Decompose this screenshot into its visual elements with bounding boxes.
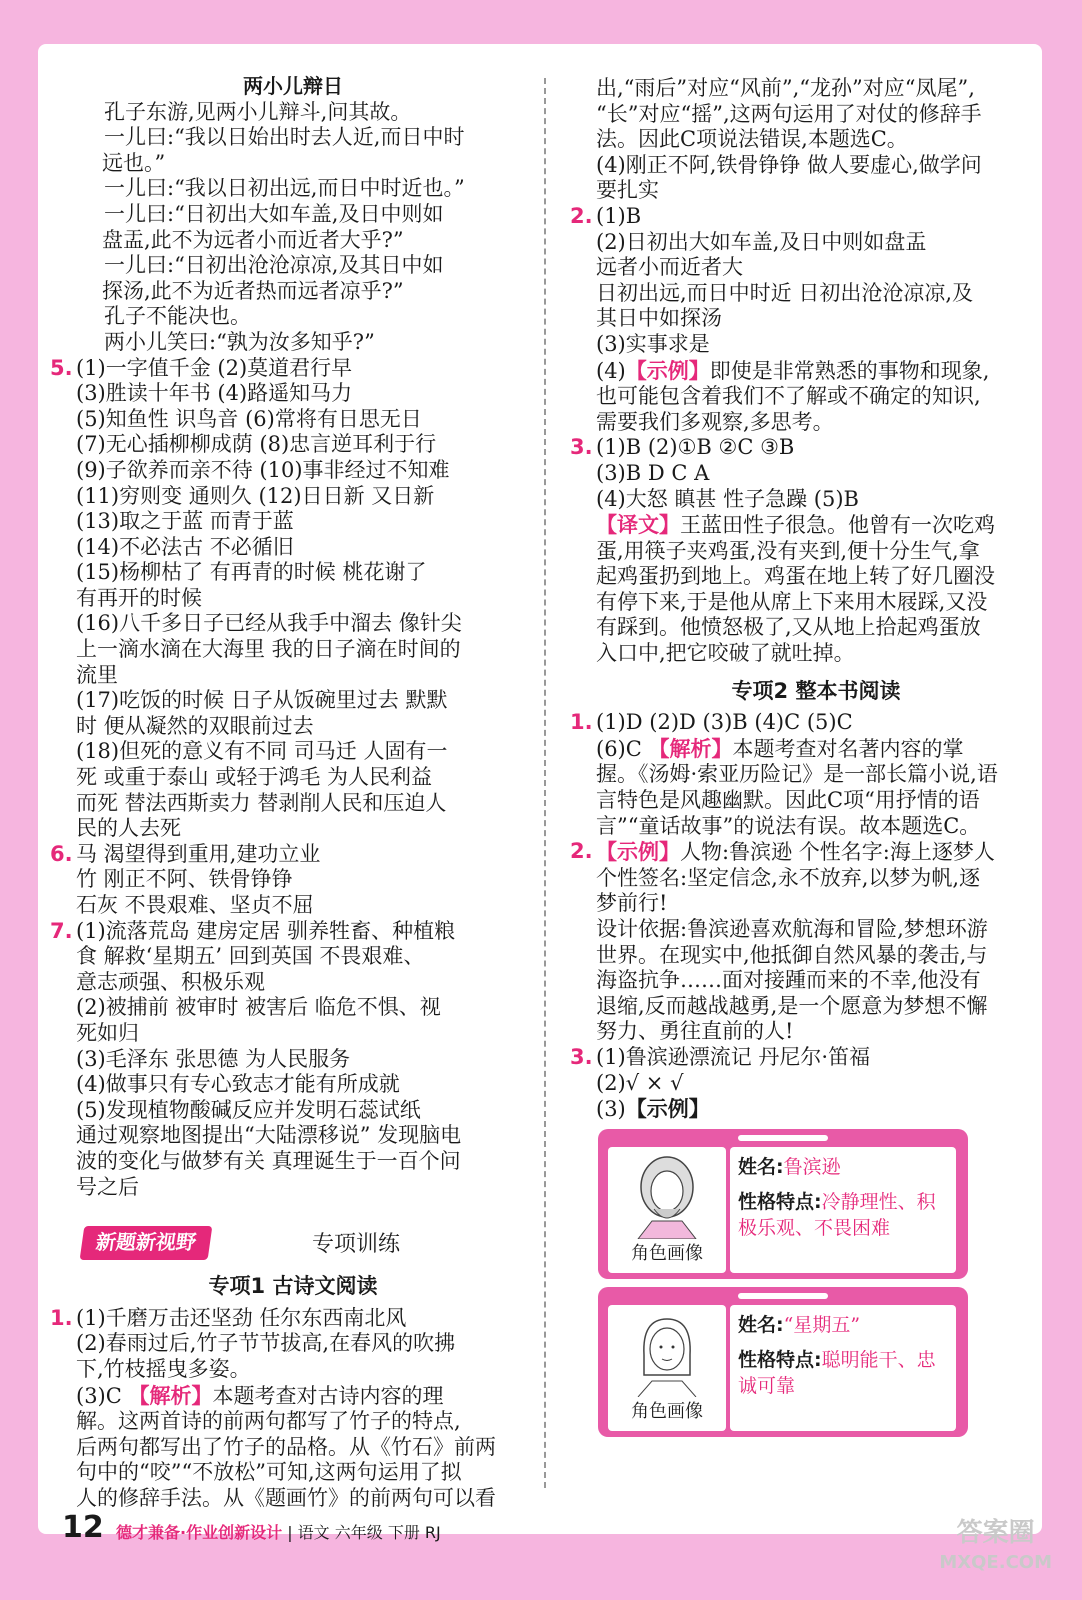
- answer-line: 海盗抗争……面对接踵而来的不幸,他没有: [596, 968, 981, 993]
- answer-line: (2)春雨过后,竹子节节拔高,在春风的吹拂: [76, 1331, 456, 1356]
- translation-line: 起鸡蛋扔到地上。鸡蛋在地上转了好几圈没: [596, 564, 995, 589]
- poem-line: 盘盂,此不为远者小而近者大乎?”: [102, 227, 404, 252]
- answer-line: [596, 512, 1036, 539]
- character-card-robinson: [598, 1129, 968, 1279]
- question-number: 6.: [50, 841, 73, 866]
- section2-title: 专项2 整本书阅读: [731, 678, 901, 703]
- answer-line: (1)流落荒岛 建房定居 驯养牲畜、种植粮: [76, 918, 456, 943]
- poem-line: 两小儿笑曰:“孰为汝多知乎?”: [104, 329, 375, 354]
- translation-line: 有停下来,于是他从席上下来用木屐踩,又没: [596, 589, 988, 614]
- watermark-logo: 答案圈: [956, 1518, 1035, 1548]
- card-tab: [738, 1293, 828, 1299]
- card-tab: [738, 1135, 828, 1141]
- answer-line: 退缩,反而越战越勇,是一个愿意为梦想不懈: [596, 993, 988, 1018]
- portrait-caption: 角色画像: [631, 1243, 703, 1265]
- answer-line: (17)吃饭的时候 日子从饭碗里过去 默默: [76, 688, 448, 713]
- answer-line: 上一滴水滴在大海里 我的日子滴在时间的: [76, 637, 461, 662]
- translation-tag: 【译文】: [596, 512, 680, 538]
- poem-line: 孔子东游,见两小儿辩斗,问其故。: [104, 99, 412, 124]
- answer-line: (2)日初出大如车盖,及日中则如盘盂: [596, 229, 927, 254]
- portrait-caption: 角色画像: [631, 1401, 703, 1423]
- answer-line: (5)知鱼性 识鸟音 (6)常将有日思无日: [76, 406, 422, 431]
- trait-value: 冷静理性、积极乐观、不畏困难: [738, 1191, 936, 1239]
- character-card-friday: [598, 1287, 968, 1437]
- answer-line: 死如归: [76, 1020, 139, 1045]
- answer-text: 人物:鲁滨逊 个性名字:海上逐梦人: [680, 840, 995, 865]
- answer-line: 意志顽强、积极乐观: [76, 969, 265, 994]
- answer-s2q3: [570, 1044, 1036, 1123]
- analysis-line: 言”“童话故事”的说法有误。故本题选C。: [596, 813, 981, 838]
- answer-q7: [36, 919, 524, 1201]
- answer-line: (1)鲁滨逊漂流记 丹尼尔·笛福: [596, 1044, 871, 1069]
- answer-s2q1: [570, 710, 1036, 839]
- new-topic-badge: 新题新视野: [80, 1226, 213, 1260]
- answer-line: (11)穷则变 通则久 (12)日日新 又日新: [76, 483, 435, 508]
- translation-line: 入口中,把它咬破了就吐掉。: [596, 641, 855, 666]
- name-label: 姓名:: [738, 1155, 784, 1178]
- answer-line: 其日中如探汤: [596, 306, 722, 331]
- translation-line: 有踩到。他愤怒极了,又从地上拾起鸡蛋放: [596, 615, 981, 640]
- answer-line: [596, 358, 1036, 385]
- example-tag: 【示例】: [625, 357, 710, 383]
- answer-line: (18)但死的意义有不同 司马迁 人固有一: [76, 739, 448, 764]
- translation-text: 王蓝田性子很急。他曾有一次吃鸡: [680, 513, 995, 538]
- answer-line: (2)√ × √: [596, 1070, 684, 1095]
- answer-line: (3)实事求是: [596, 331, 710, 356]
- answer-line: (7)无心插柳柳成荫 (8)忠言逆耳利于行: [76, 432, 437, 457]
- poem-line: 探汤,此不为近者热而远者凉乎?”: [102, 278, 404, 303]
- trait-label: 性格特点:: [738, 1191, 822, 1214]
- answer-line: [596, 839, 1036, 866]
- footer-brand: 德才兼备·作业创新设计: [116, 1523, 283, 1542]
- answer-line: (1)B (2)①B ②C ③B: [596, 435, 795, 460]
- answer-line: (15)杨柳枯了 有再青的时候 桃花谢了: [76, 560, 427, 585]
- answer-q2: [570, 203, 1036, 435]
- analysis-tag: 【解析】: [648, 735, 733, 761]
- page-number: 12: [62, 1510, 104, 1545]
- analysis-line: 句中的“咬”“不放松”可知,这两句运用了拟: [76, 1460, 462, 1485]
- question-number: 2.: [570, 203, 593, 228]
- answer-line: 要扎实: [596, 178, 659, 203]
- analysis-line: 握。《汤姆·索亚历险记》是一部长篇小说,语: [596, 762, 998, 787]
- poem-title: 两小儿辩日: [243, 74, 343, 98]
- answer-line: (1)B: [596, 203, 642, 228]
- column-divider: [544, 78, 546, 1488]
- question-number: 3.: [570, 1044, 593, 1069]
- footer-info: | 语文 六年级 下册 RJ: [287, 1523, 441, 1542]
- answer-q5: [36, 356, 524, 842]
- trait-label: 性格特点:: [738, 1349, 822, 1372]
- analysis-tag: 【解析】: [128, 1382, 213, 1408]
- poem-line: 一儿曰:“我以日始出时去人近,而日中时: [104, 125, 465, 150]
- answer-line: 世界。在现实中,他抵御自然风暴的袭击,与: [596, 942, 988, 967]
- answer-line: 法。因此C项说法错误,本题选C。: [596, 127, 908, 152]
- left-column: [50, 74, 524, 1511]
- analysis-text: 本题考查对古诗内容的理: [212, 1383, 444, 1408]
- answer-line: (2)被捕前 被审时 被害后 临危不惧、视: [76, 995, 441, 1020]
- answer-line: (3)毛泽东 张思德 为人民服务: [76, 1046, 351, 1071]
- answer-line: (3)B D C A: [596, 460, 710, 485]
- question-number: 5.: [50, 355, 73, 380]
- answer-line: 有再开的时候: [76, 585, 202, 610]
- answer-s2q2: [570, 839, 1036, 1045]
- answer-line: 下,竹枝摇曳多姿。: [76, 1356, 251, 1381]
- answer-choice: (3)C: [76, 1383, 129, 1408]
- answer-line: (14)不必法古 不必循旧: [76, 534, 294, 559]
- answer-line: 日初出远,而日中时近 日初出沧沧凉凉,及: [596, 280, 974, 305]
- answer-line: (5)发现植物酸碱反应并发明石蕊试纸: [76, 1097, 421, 1122]
- answer-line: 远者小而近者大: [596, 255, 743, 280]
- answer-line: (4)大怒 瞋甚 性子急躁 (5)B: [596, 486, 859, 511]
- poem-line: 一儿曰:“我以日初出远,而日中时近也。”: [104, 176, 465, 201]
- answer-line: (1)一字值千金 (2)莫道君行早: [76, 355, 353, 380]
- answer-line: 时 便从凝然的双眼前过去: [76, 713, 314, 738]
- answer-line: (1)千磨万击还坚劲 任尔东西南北风: [76, 1305, 407, 1330]
- answer-line: 竹 刚正不阿、铁骨铮铮: [76, 867, 293, 892]
- question-number: 1.: [50, 1305, 73, 1330]
- example-tag: 【示例】: [596, 839, 680, 865]
- example-tag: 【示例】: [625, 1096, 710, 1122]
- answer-s1q1: [36, 1306, 524, 1512]
- analysis-text: 本题考查对名著内容的掌: [732, 736, 964, 761]
- answer-line: (16)八千多日子已经从我手中溜去 像针尖: [76, 611, 462, 636]
- answer-line: 也可能包含着我们不了解或不确定的知识,: [596, 384, 981, 409]
- analysis-line: 后两句都写出了竹子的品格。从《竹石》前两: [76, 1434, 496, 1459]
- answer-line: 努力、勇往直前的人!: [596, 1019, 794, 1044]
- info-box: [730, 1305, 956, 1431]
- info-box: [730, 1147, 956, 1273]
- question-number: 1.: [570, 710, 593, 735]
- answer-line: 流里: [76, 662, 118, 687]
- section1-title: 专项1 古诗文阅读: [208, 1274, 378, 1299]
- robinson-portrait-icon: [608, 1147, 726, 1239]
- answer-choice: (4): [596, 358, 626, 383]
- answer-line: 通过观察地图提出“大陆漂移说” 发现脑电: [76, 1123, 462, 1148]
- analysis-line: 言特色是风趣幽默。因此C项“用抒情的语: [596, 788, 980, 813]
- answer-line: 民的人去死: [76, 816, 181, 841]
- poem-line: 远也。”: [102, 150, 166, 175]
- friday-portrait-icon: [608, 1305, 726, 1397]
- answer-q6: [36, 842, 524, 919]
- answer-line: 设计依据:鲁滨逊喜欢航海和冒险,梦想环游: [596, 917, 988, 941]
- answer-line: 食 解救‘星期五’ 回到英国 不畏艰难、: [76, 944, 425, 969]
- portrait-box: [608, 1147, 726, 1273]
- training-label: 专项训练: [312, 1232, 401, 1258]
- name-value: 鲁滨逊: [783, 1155, 841, 1178]
- answer-line: (3)胜读十年书 (4)路遥知马力: [76, 381, 353, 406]
- answer-line: (9)子欲养而亲不待 (10)事非经过不知难: [76, 457, 450, 482]
- answer-line: 而死 替法西斯卖力 替剥削人民和压迫人: [76, 790, 447, 815]
- answer-line: [76, 1383, 524, 1410]
- answer-line: 号之后: [76, 1174, 139, 1199]
- poem-line: 一儿曰:“日初出沧沧凉凉,及其日中如: [104, 253, 444, 278]
- right-column: [570, 76, 1036, 1445]
- answer-line: 石灰 不畏艰难、坚贞不屈: [76, 893, 314, 917]
- watermark-url: MXQE.COM: [939, 1552, 1052, 1573]
- answer-line: 马 渴望得到重用,建功立业: [76, 841, 321, 866]
- answer-line: (4)刚正不阿,铁骨铮铮 做人要虚心,做学问: [596, 152, 982, 177]
- translation-line: 蛋,用筷子夹鸡蛋,没有夹到,便十分生气,拿: [596, 538, 980, 563]
- answer-line: 梦前行!: [596, 891, 668, 916]
- name-label: 姓名:: [738, 1313, 784, 1336]
- poem-line: 孔子不能决也。: [104, 304, 251, 329]
- analysis-line: 人的修辞手法。从《题画竹》的前两句可以看: [76, 1485, 496, 1510]
- name-value: “星期五”: [783, 1313, 861, 1336]
- answer-text: 即使是非常熟悉的事物和现象,: [709, 358, 990, 383]
- answer-choice: (3): [596, 1097, 626, 1122]
- answer-line: [596, 736, 1036, 763]
- analysis-line: 解。这两首诗的前两句都写了竹子的特点,: [76, 1409, 461, 1434]
- question-number: 3.: [570, 435, 593, 460]
- training-header: [62, 1222, 524, 1266]
- portrait-box: [608, 1305, 726, 1431]
- question-number: 2.: [570, 839, 593, 864]
- question-number: 7.: [50, 918, 73, 943]
- answer-line: 出,“雨后”对应“风前”,“龙孙”对应“凤尾”,: [596, 76, 975, 100]
- answer-line: (13)取之于蓝 而青于蓝: [76, 509, 294, 534]
- answer-line: 个性签名:坚定信念,永不放弃,以梦为帆,逐: [596, 865, 981, 890]
- answer-line: (1)D (2)D (3)B (4)C (5)C: [596, 710, 853, 735]
- answer-line: [596, 1096, 1036, 1123]
- answer-q3: [570, 435, 1036, 666]
- poem-line: 一儿曰:“日初出大如车盖,及日中则如: [104, 201, 444, 226]
- trait-value: 聪明能干、忠诚可靠: [738, 1349, 936, 1397]
- watermark: [939, 1518, 1052, 1578]
- answer-line: 死 或重于泰山 或轻于鸿毛 为人民利益: [76, 765, 433, 790]
- footer-text: [116, 1520, 441, 1543]
- answer-line: 波的变化与做梦有关 真理诞生于一百个问: [76, 1148, 461, 1173]
- answer-line: “长”对应“摇”,这两句运用了对仗的修辞手: [596, 101, 982, 126]
- answer-choice: (6)C: [596, 736, 649, 761]
- answer-line: (4)做事只有专心致志才能有所成就: [76, 1072, 400, 1097]
- answer-line: 需要我们多观察,多思考。: [596, 409, 834, 434]
